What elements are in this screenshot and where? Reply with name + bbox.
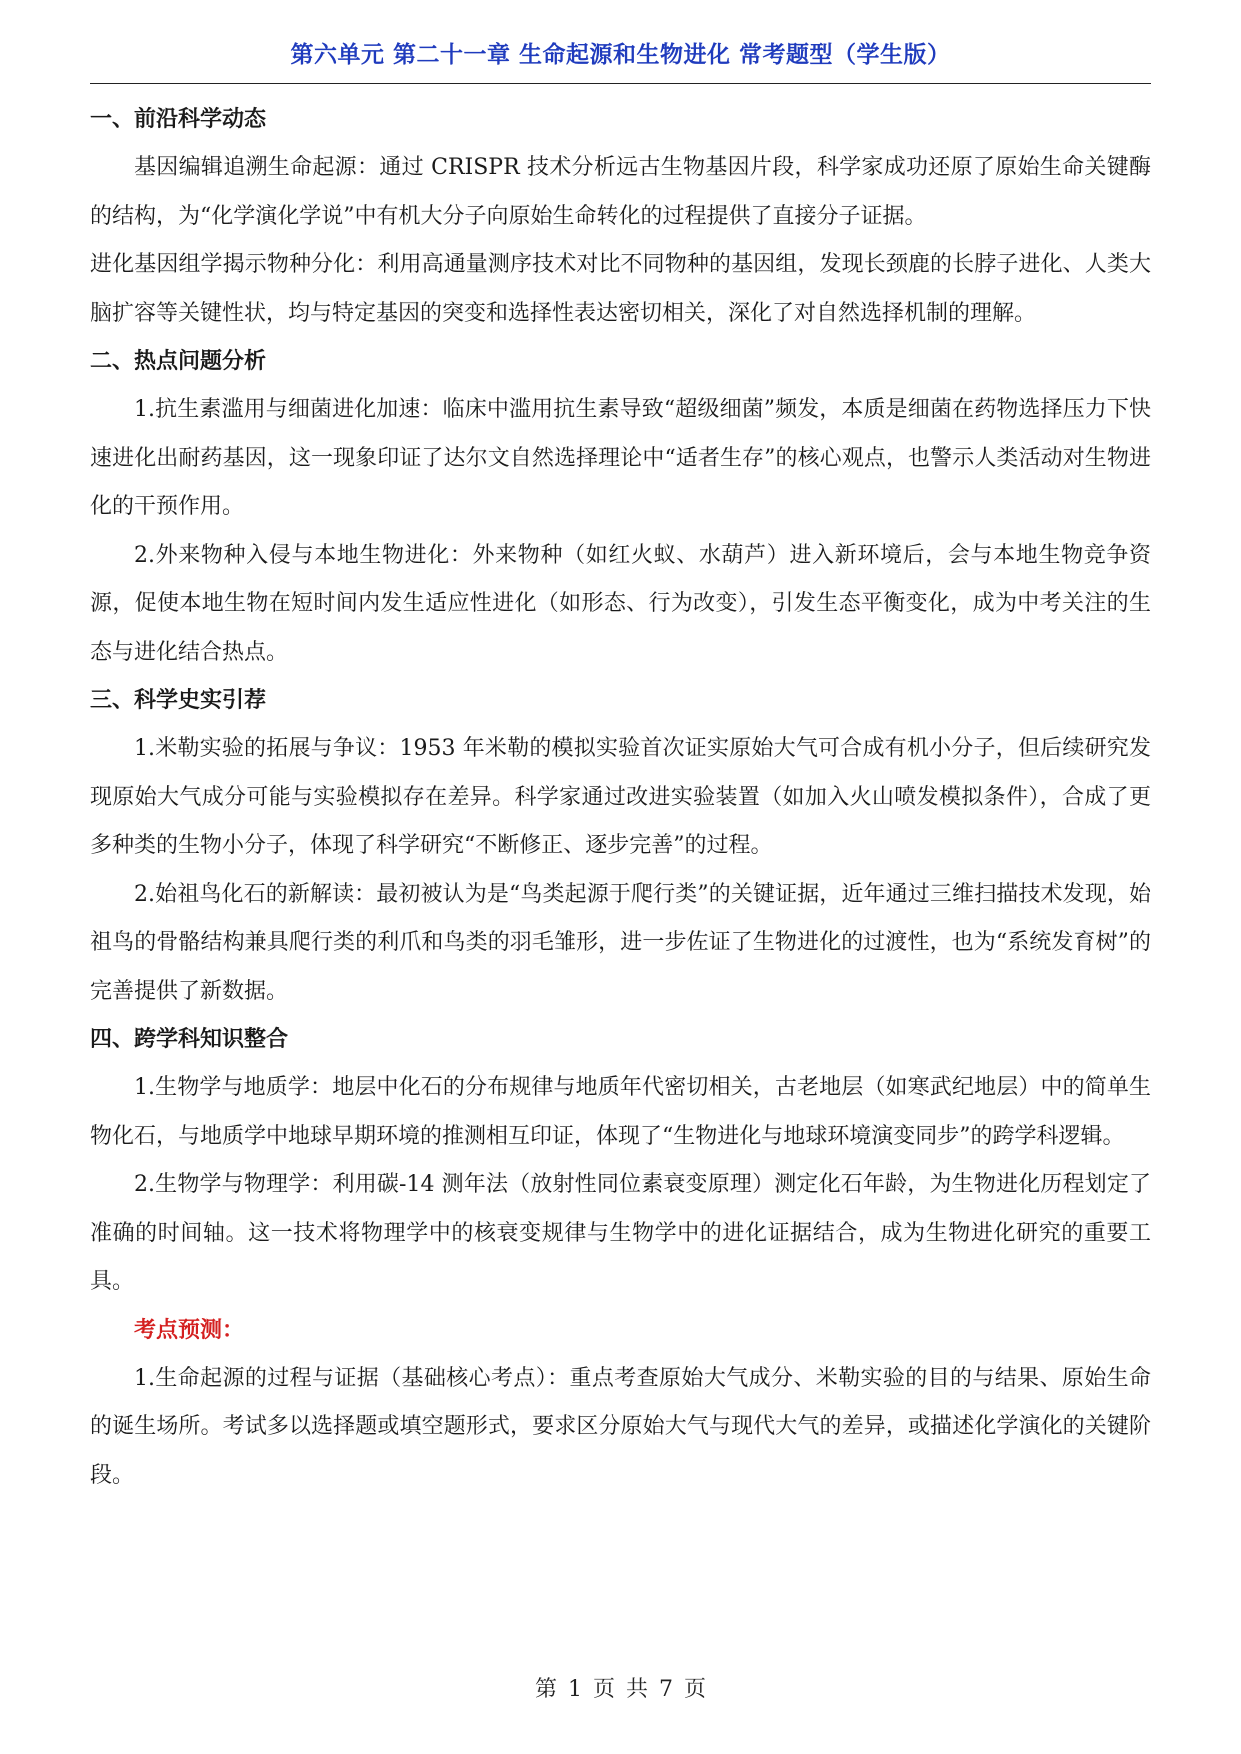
- header-divider: [90, 83, 1151, 84]
- paragraph: 1.抗生素滥用与细菌进化加速：临床中滥用抗生素导致“超级细菌”频发，本质是细菌在药物选择压力下快速进化出耐药基因，这一现象印证了达尔文自然选择理论中“适者生存”的核心观点，也警示人类活动对生物进化的干预作用。: [90, 397, 1151, 519]
- section-frontier: [90, 96, 1151, 338]
- page-header-title: 第六单元 第二十一章 生命起源和生物进化 常考题型（学生版）: [290, 42, 951, 68]
- forecast-label: 考点预测：: [134, 1317, 245, 1343]
- paragraph: 进化基因组学揭示物种分化：利用高通量测序技术对比不同物种的基因组，发现长颈鹿的长脖子进化、人类大脑扩容等关键性状，均与特定基因的突变和选择性表达密切相关，深化了对自然选择机制的理解。: [90, 252, 1151, 326]
- section-heading: 一、前沿科学动态: [90, 107, 267, 132]
- paragraph: 2.生物学与物理学：利用碳-14 测年法（放射性同位素衰变原理）测定化石年龄，为生物进化历程划定了准确的时间轴。这一技术将物理学中的核衰变规律与生物学中的进化证据结合，成为生物进化研究的重要工具。: [90, 1172, 1151, 1294]
- section-forecast: [90, 1307, 1151, 1501]
- paragraph: 1.生物学与地质学：地层中化石的分布规律与地质年代密切相关，古老地层（如寒武纪地层）中的简单生物化石，与地质学中地球早期环境的推测相互印证，体现了“生物进化与地球环境演变同步”的跨学科逻辑。: [90, 1075, 1151, 1149]
- paragraph: 1.米勒实验的拓展与争议：1953 年米勒的模拟实验首次证实原始大气可合成有机小分子，但后续研究发现原始大气成分可能与实验模拟存在差异。科学家通过改进实验装置（如加入火山喷发模拟条件），合成了更多种类的生物小分子，体现了科学研究“不断修正、逐步完善”的过程。: [90, 736, 1151, 858]
- paragraph: 基因编辑追溯生命起源：通过 CRISPR 技术分析远古生物基因片段，科学家成功还原了原始生命关键酶的结构，为“化学演化学说”中有机大分子向原始生命转化的过程提供了直接分子证据。: [90, 155, 1151, 229]
- paragraph: 2.外来物种入侵与本地生物进化：外来物种（如红火蚁、水葫芦）进入新环境后，会与本地生物竞争资源，促使本地生物在短时间内发生适应性进化（如形态、行为改变），引发生态平衡变化，成为中考关注的生态与进化结合热点。: [90, 542, 1151, 665]
- page-number: 第 1 页 共 7 页: [535, 1677, 706, 1702]
- section-history: [90, 677, 1151, 1016]
- paragraph: 2.始祖鸟化石的新解读：最初被认为是“鸟类起源于爬行类”的关键证据，近年通过三维扫描技术发现，始祖鸟的骨骼结构兼具爬行类的利爪和鸟类的羽毛雏形，进一步佐证了生物进化的过渡性，也为“系统发育树”的完善提供了新数据。: [90, 881, 1151, 1004]
- section-hotspots: [90, 338, 1151, 677]
- paragraph: 1.生命起源的过程与证据（基础核心考点）：重点考查原始大气成分、米勒实验的目的与结果、原始生命的诞生场所。考试多以选择题或填空题形式，要求区分原始大气与现代大气的差异，或描述化学演化的关键阶段。: [90, 1365, 1151, 1488]
- section-interdisciplinary: [90, 1016, 1151, 1307]
- section-heading: 三、科学史实引荐: [90, 688, 267, 713]
- section-heading: 四、跨学科知识整合: [90, 1027, 289, 1052]
- document-body: [90, 96, 1151, 1500]
- section-heading: 二、热点问题分析: [90, 349, 267, 374]
